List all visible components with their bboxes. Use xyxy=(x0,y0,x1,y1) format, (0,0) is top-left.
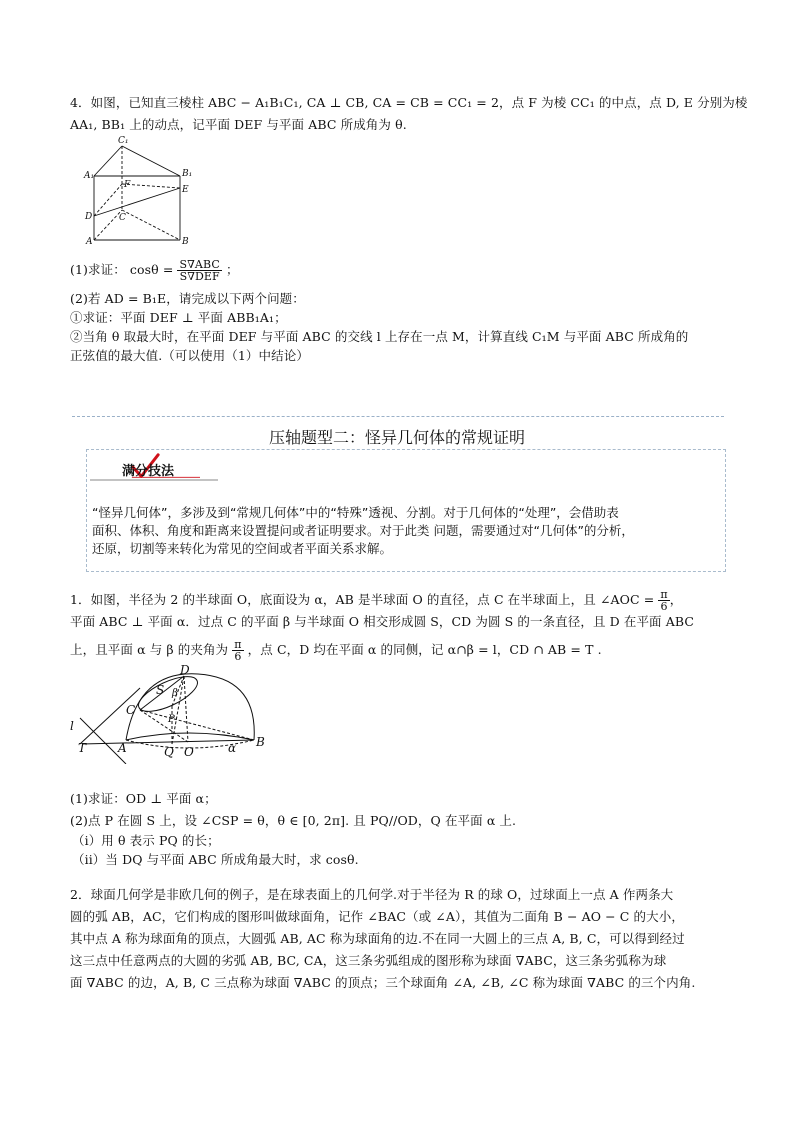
problem1-line1-text: 1．如图，半径为 2 的半球面 O，底面设为 α，AB 是半球面 O 的直径，点 C 在半球面上，且 ∠AOC = xyxy=(70,592,655,607)
fraction-numerator: π xyxy=(234,638,242,651)
problem4-sub2b: 正弦值的最大值.（可以使用（1）中结论） xyxy=(70,348,309,363)
hemisphere-figure xyxy=(68,664,278,764)
label-b: B xyxy=(182,237,189,246)
tip-line2: 面积、体积、角度和距离来设置提问或者证明要求。对于此类 问题，需要通过对“几何体”的分析， xyxy=(92,523,634,538)
problem1-line3 xyxy=(70,636,602,664)
label-c1: C₁ xyxy=(118,136,129,146)
label-q: Q xyxy=(164,745,174,759)
problem1-part2: (2)点 P 在圆 S 上，设 ∠CSP = θ，θ ∈ [0, 2π]. 且 PQ//OD，Q 在平面 α 上. xyxy=(70,813,517,828)
label-d: D xyxy=(85,212,93,222)
prism-figure xyxy=(82,134,202,246)
label-c: C xyxy=(126,703,136,717)
pi-over-6-fraction-2 xyxy=(232,639,243,662)
fraction-denominator: 6 xyxy=(234,650,242,663)
label-a: A xyxy=(86,237,93,246)
problem4-part1 xyxy=(70,255,239,285)
cos-fraction xyxy=(177,259,221,282)
problem4-line1: 4．如图，已知直三棱柱 ABC − A₁B₁C₁, CA ⊥ CB, CA = CB = CC₁ = 2，点 F 为棱 CC₁ 的中点，点 D, E 分别为棱 xyxy=(70,95,748,110)
label-c: C xyxy=(119,213,126,223)
label-beta: β xyxy=(172,688,178,699)
label-l: l xyxy=(70,719,74,733)
problem4-sub2: ②当角 θ 取最大时，在平面 DEF 与平面 ABC 的交线 l 上存在一点 M，计算直线 C₁M 与平面 ABC 所成角的 xyxy=(70,329,689,344)
problem4-line2: AA₁, BB₁ 上的动点，记平面 DEF 与平面 ABC 所成角为 θ. xyxy=(70,117,407,132)
problem2-line5: 面 ∇ABC 的边，A, B, C 三点称为球面 ∇ABC 的顶点；三个球面角 ∠A, ∠B, ∠C 称为球面 ∇ABC 的三个内角. xyxy=(70,975,696,990)
problem1-line1 xyxy=(70,586,682,614)
problem1-sub2: （ii）当 DQ 与平面 ABC 所成角最大时，求 cosθ. xyxy=(72,852,359,867)
problem1-line1-end: ， xyxy=(669,592,683,607)
label-p: P xyxy=(168,714,175,725)
label-t: T xyxy=(78,741,87,755)
problem1-line3a: 上，且平面 α 与 β 的夹角为 xyxy=(70,642,229,657)
problem2-line3: 其中点 A 称为球面角的顶点，大圆弧 AB, AC 称为球面角的边.不在同一大圆上的三点 A, B, C，可以得到经过 xyxy=(70,931,685,946)
label-b: B xyxy=(256,735,265,749)
problem2-line1: 2．球面几何学是非欧几何的例子，是在球表面上的几何学.对于半径为 R 的球 O，过球面上一点 A 作两条大 xyxy=(70,887,674,902)
problem1-part1: (1)求证：OD ⊥ 平面 α； xyxy=(70,791,217,806)
label-b1: B₁ xyxy=(182,169,193,179)
fraction-numerator: S∇ABC xyxy=(179,258,220,271)
label-a: A xyxy=(118,741,127,755)
label-f: F xyxy=(124,180,131,190)
pi-over-6-fraction xyxy=(658,589,669,612)
tip-line1: “怪异几何体”，多涉及到“常规几何体”中的“特殊”透视、分割。对于几何体的“处理”，会借助表 xyxy=(92,505,619,520)
tip-line3: 还原，切割等来转化为常见的空间或者平面关系求解。 xyxy=(92,541,393,556)
label-s: S xyxy=(156,683,165,697)
problem2-line4: 这三点中任意两点的大圆的劣弧 AB, BC, CA，这三条劣弧组成的图形称为球面 ∇ABC，这三条劣弧称为球 xyxy=(70,953,667,968)
problem4-part2: (2)若 AD = B₁E，请完成以下两个问题： xyxy=(70,291,305,306)
label-o: O xyxy=(184,745,194,759)
section-title: 压轴题型二：怪异几何体的常规证明 xyxy=(268,428,525,447)
problem1-line3b: ，点 C，D 均在平面 α 的同侧，记 α∩β = l，CD ∩ AB = T . xyxy=(247,642,602,657)
label-a1: A₁ xyxy=(84,171,95,181)
problem4-sub1: ①求证：平面 DEF ⊥ 平面 ABB₁A₁； xyxy=(70,310,287,325)
label-e: E xyxy=(182,185,189,195)
fraction-denominator: S∇DEF xyxy=(179,270,220,283)
problem1-line2: 平面 ABC ⊥ 平面 α．过点 C 的平面 β 与半球面 O 相交形成圆 S，CD 为圆 S 的一条直径，且 D 在平面 ABC xyxy=(70,614,695,629)
problem2-line2: 圆的弧 AB，AC，它们构成的图形叫做球面角，记作 ∠BAC（或 ∠A），其值为二面角 B − AO − C 的大小， xyxy=(70,909,684,924)
label-alpha: α xyxy=(228,741,237,755)
part1-formula-lhs: cosθ = xyxy=(129,262,174,277)
label-d: D xyxy=(180,664,190,677)
part1-prefix: (1)求证： xyxy=(70,262,126,277)
section-divider xyxy=(72,416,724,417)
fraction-numerator: π xyxy=(660,588,668,601)
fraction-denominator: 6 xyxy=(660,600,668,613)
part1-suffix: ； xyxy=(225,262,239,277)
tip-title: 满分技法 xyxy=(122,464,175,479)
problem1-sub1: （i）用 θ 表示 PQ 的长； xyxy=(72,833,220,848)
